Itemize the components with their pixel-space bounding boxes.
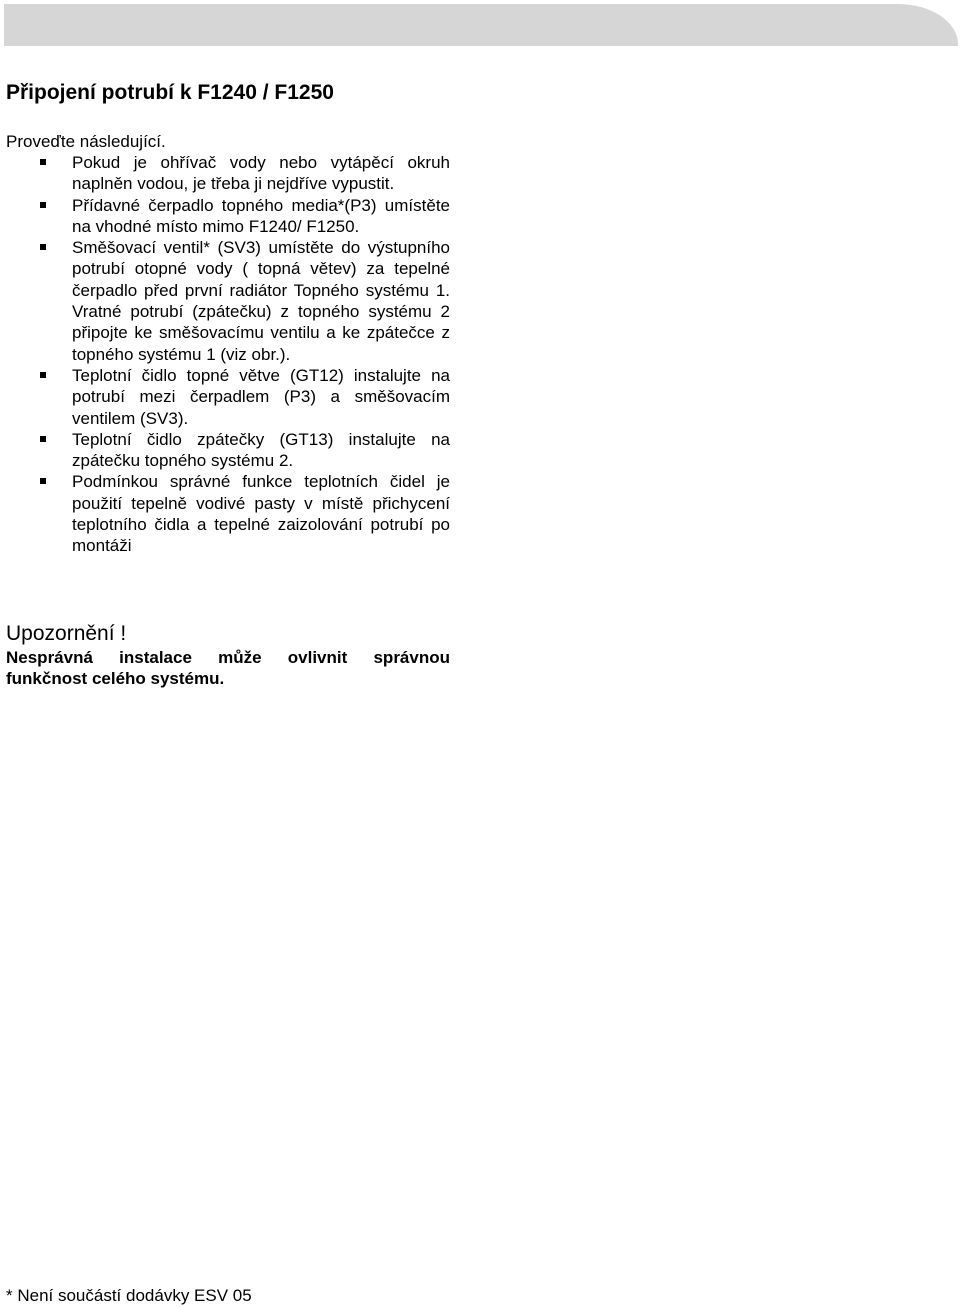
step-text: Teplotní čidlo zpátečky (GT13) instalujte na zpátečku topného systému 2.	[72, 429, 450, 471]
square-bullet-icon	[40, 244, 46, 250]
step-text: Teplotní čidlo topné větve (GT12) instalujte na potrubí mezi čerpadlem (P3) a směšovacím ventilem (SV3).	[72, 365, 450, 428]
square-bullet-icon	[40, 478, 46, 484]
step-text: Přídavné čerpadlo topného media*(P3) umístěte na vhodné místo mimo F1240/ F1250.	[72, 195, 450, 236]
square-bullet-icon	[40, 372, 46, 378]
square-bullet-icon	[40, 159, 46, 165]
step-text: Podmínkou správné funkce teplotních čidel je použití tepelně vodivé pasty v místě přichycení teplotního čidla a tepelné zaizolování potrubí po montáži	[72, 472, 450, 556]
step-text: Směšovací ventil* (SV3) umístěte do výstupního potrubí otopné vody ( topná větev) za tepelné čerpadlo před první radiátor Topného systému 1. Vratné potrubí (zpátečku) z topného systému 2 připojte ke směšovacímu ventilu a ke zpátečce z topného systému 1 (viz obr.).	[72, 238, 450, 364]
square-bullet-icon	[40, 202, 46, 208]
list-item	[6, 471, 450, 556]
square-bullet-icon	[40, 436, 46, 442]
footnote: * Není součástí dodávky ESV 05	[6, 1286, 252, 1305]
list-item	[6, 195, 450, 238]
list-item	[6, 429, 450, 472]
step-text: Pokud je ohřívač vody nebo vytápěcí okruh naplněn vodou, je třeba ji nejdříve vypustit.	[72, 153, 450, 194]
step-list	[6, 152, 450, 557]
warning-text: Nesprávná instalace může ovlivnit správnou funkčnost celého systému.	[6, 648, 450, 688]
list-item	[6, 237, 450, 365]
list-item	[6, 365, 450, 429]
page-title: Připojení potrubí k F1240 / F1250	[6, 81, 334, 104]
header-band	[4, 4, 958, 46]
list-item	[6, 152, 450, 195]
intro-text: Proveďte následující.	[6, 132, 166, 151]
warning-title: Upozornění !	[6, 622, 127, 645]
